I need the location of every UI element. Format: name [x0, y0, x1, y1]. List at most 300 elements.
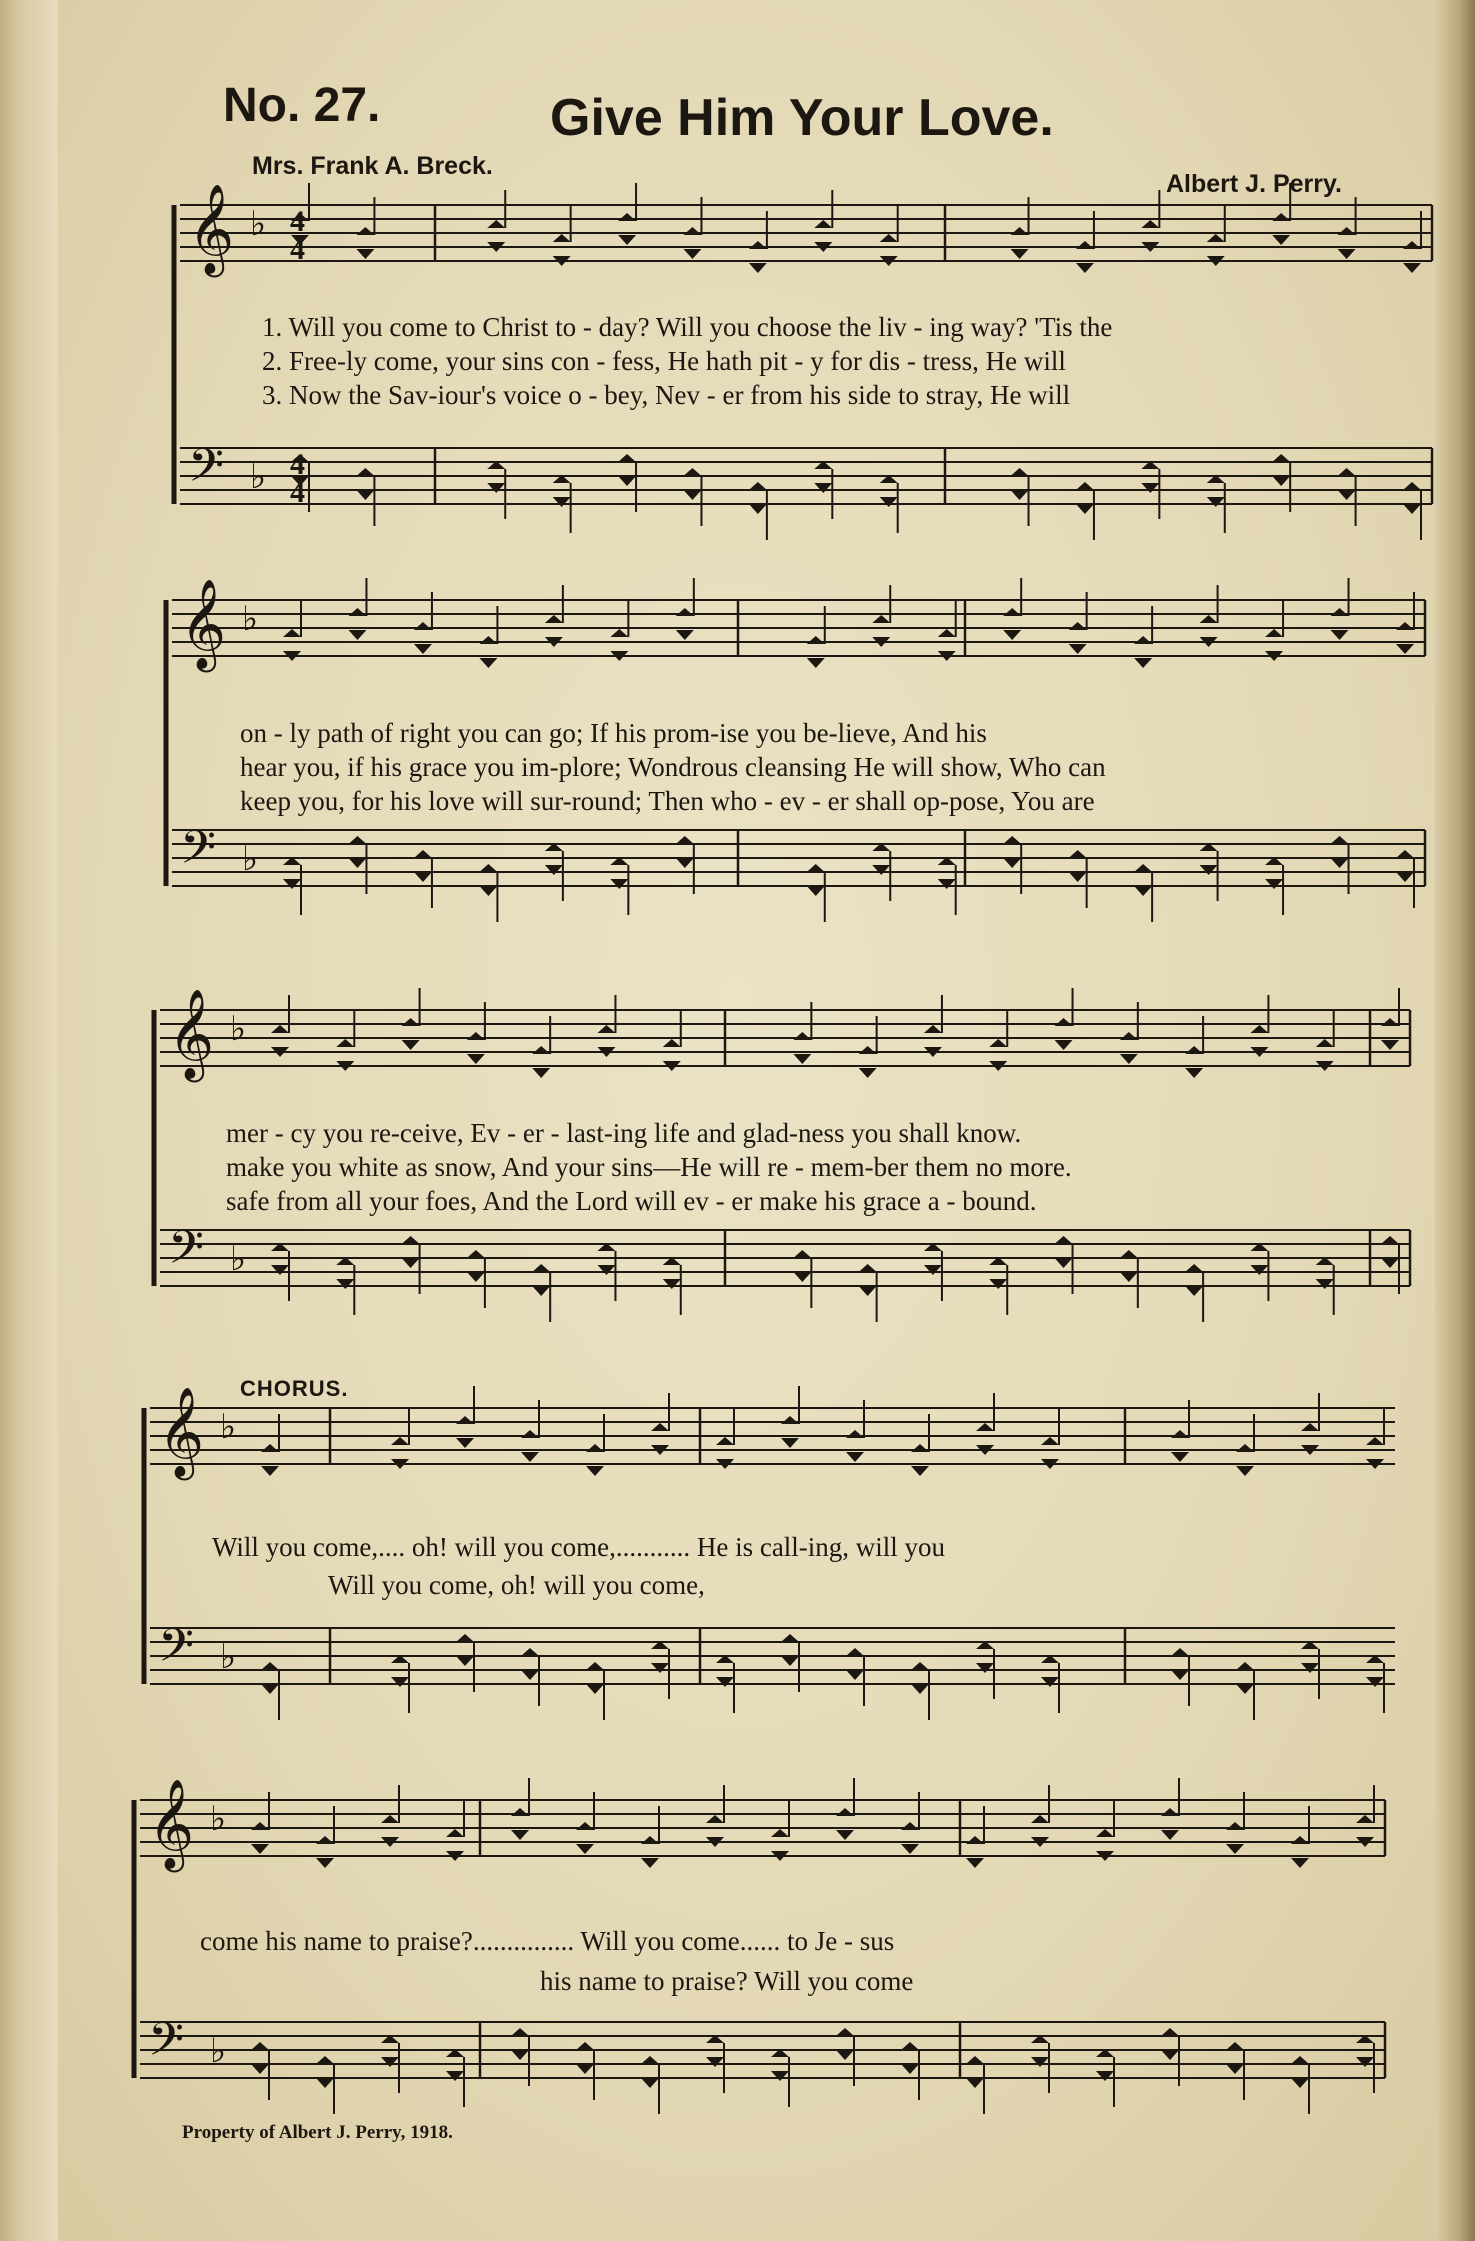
shape-note-head: [414, 872, 432, 882]
shape-note-head: [901, 2064, 919, 2074]
shape-note-head: [1069, 850, 1087, 858]
shape-note-head: [1396, 644, 1414, 654]
shape-note-head: [1356, 1815, 1374, 1823]
shape-note-head: [1403, 241, 1421, 249]
shape-note-head: [1011, 490, 1029, 500]
shape-note-head: [586, 1662, 604, 1670]
shape-note-head: [1171, 1670, 1189, 1680]
shape-note-head: [467, 1272, 485, 1282]
shape-note-head: [683, 490, 701, 500]
shape-note-head: [456, 1416, 474, 1424]
shape-note-head: [618, 454, 636, 462]
shape-note-head: [1185, 1068, 1203, 1078]
shape-note-head: [1076, 504, 1094, 514]
lyric-line-s3-v3: safe from all your foes, And the Lord will ev - er make his grace a - bound.: [226, 1186, 1037, 1216]
shape-note-head: [1381, 1040, 1399, 1050]
shape-note-head: [938, 879, 956, 889]
shape-note-head: [316, 1836, 334, 1844]
shape-note-head: [911, 1466, 929, 1476]
shape-note-head: [618, 213, 636, 221]
shape-note-head: [1134, 636, 1152, 644]
shape-note-head: [1331, 836, 1349, 844]
shape-note-head: [1003, 630, 1021, 640]
shape-note-head: [924, 1265, 942, 1275]
flat-key-signature-icon: ♭: [210, 2031, 227, 2071]
shape-note-head: [1003, 608, 1021, 616]
shape-note-head: [553, 497, 571, 507]
shape-note-head: [597, 1025, 615, 1033]
shape-note-head: [846, 1430, 864, 1438]
treble-clef-icon: 𝄞: [158, 1387, 205, 1477]
shape-note-head: [511, 2050, 529, 2060]
shape-note-head: [479, 636, 497, 644]
shape-note-head: [663, 1039, 681, 1047]
shape-note-head: [1291, 1858, 1309, 1868]
shape-note-head: [781, 1438, 799, 1448]
shape-note-head: [1265, 879, 1283, 889]
shape-note-head: [1331, 858, 1349, 868]
shape-note-head: [1055, 1040, 1073, 1050]
flat-key-signature-icon: ♭: [250, 457, 267, 497]
shape-note-head: [1396, 622, 1414, 630]
shape-note-head: [1076, 482, 1094, 490]
shape-note-head: [859, 1264, 877, 1272]
bass-clef-icon: 𝄢: [168, 1221, 205, 1286]
shape-note-head: [859, 1046, 877, 1054]
flat-key-signature-icon: ♭: [242, 599, 259, 639]
shape-note-head: [487, 220, 505, 228]
flat-key-signature-icon: ♭: [220, 1407, 237, 1447]
shape-note-head: [814, 483, 832, 493]
shape-note-head: [414, 622, 432, 630]
shape-note-head: [1366, 1677, 1384, 1687]
shape-note-head: [271, 1265, 289, 1275]
shape-note-head: [521, 1670, 539, 1680]
shape-note-head: [1161, 1830, 1179, 1840]
shape-note-head: [1396, 850, 1414, 858]
shape-note-head: [989, 1039, 1007, 1047]
shape-note-head: [676, 630, 694, 640]
shape-note-head: [1120, 1272, 1138, 1282]
treble-clef-icon: 𝄞: [168, 989, 215, 1079]
shape-note-head: [1171, 1648, 1189, 1656]
shape-note-head: [1120, 1032, 1138, 1040]
shape-note-head: [793, 1250, 811, 1258]
shape-note-head: [1069, 644, 1087, 654]
shape-note-head: [676, 836, 694, 844]
treble-clef-icon: 𝄞: [148, 1779, 195, 1869]
shape-note-head: [1338, 490, 1356, 500]
shape-note-head: [1381, 1258, 1399, 1268]
shape-note-head: [316, 1858, 334, 1868]
shape-note-head: [683, 468, 701, 476]
flat-key-signature-icon: ♭: [230, 1009, 247, 1049]
lyric-line-s1-v1: 1. Will you come to Christ to - day? Will you choose the liv - ing way? 'Tis the: [262, 312, 1113, 342]
shape-note-head: [676, 858, 694, 868]
shape-note-head: [381, 1815, 399, 1823]
shape-note-head: [1141, 483, 1159, 493]
shape-note-head: [1161, 2028, 1179, 2036]
shape-note-head: [749, 263, 767, 273]
shape-note-head: [336, 1279, 354, 1289]
shape-note-head: [749, 482, 767, 490]
shape-note-head: [1011, 227, 1029, 235]
shape-note-head: [1011, 468, 1029, 476]
shape-note-head: [966, 1858, 984, 1868]
shape-note-head: [610, 879, 628, 889]
shape-note-head: [1331, 630, 1349, 640]
shape-note-head: [610, 629, 628, 637]
shape-note-head: [716, 1437, 734, 1445]
shape-note-head: [1200, 865, 1218, 875]
shape-note-head: [1301, 1663, 1319, 1673]
shape-note-head: [597, 1265, 615, 1275]
shape-note-head: [251, 2064, 269, 2074]
shape-note-head: [576, 2064, 594, 2074]
shape-note-head: [641, 1836, 659, 1844]
shape-note-head: [901, 1844, 919, 1854]
shape-note-head: [576, 1822, 594, 1830]
shape-note-head: [1003, 836, 1021, 844]
shape-note-head: [1236, 1684, 1254, 1694]
bass-clef-icon: 𝄢: [148, 2013, 185, 2078]
shape-note-head: [1171, 1452, 1189, 1462]
shape-note-head: [336, 1039, 354, 1047]
shape-note-head: [1236, 1662, 1254, 1670]
shape-note-head: [586, 1466, 604, 1476]
shape-note-head: [793, 1032, 811, 1040]
shape-note-head: [414, 850, 432, 858]
shape-note-head: [1272, 454, 1290, 462]
shape-note-head: [1171, 1430, 1189, 1438]
shape-note-head: [456, 1634, 474, 1642]
shape-note-head: [479, 886, 497, 896]
shape-note-head: [356, 468, 374, 476]
shape-note-head: [663, 1279, 681, 1289]
lyricist-credit: Mrs. Frank A. Breck.: [252, 152, 493, 180]
shape-note-head: [641, 2056, 659, 2064]
shape-note-head: [1031, 2057, 1049, 2067]
shape-note-head: [1226, 1844, 1244, 1854]
shape-note-head: [487, 483, 505, 493]
shape-note-head: [511, 1830, 529, 1840]
shape-note-head: [846, 1670, 864, 1680]
lyric-line-s3-v2: make you white as snow, And your sins—He will re - mem-ber them no more.: [226, 1152, 1072, 1182]
shape-note-head: [1366, 1437, 1384, 1445]
shape-note-head: [1272, 235, 1290, 245]
flat-key-signature-icon: ♭: [250, 204, 267, 244]
shape-note-head: [859, 1286, 877, 1296]
shape-note-head: [1076, 241, 1094, 249]
lyric-line-s2-v3: keep you, for his love will sur-round; Then who - ev - er shall op-pose, You are: [240, 786, 1095, 816]
shape-note-head: [1381, 1018, 1399, 1026]
shape-note-head: [553, 234, 571, 242]
shape-note-head: [1096, 1829, 1114, 1837]
shape-note-head: [1316, 1039, 1334, 1047]
shape-note-head: [1316, 1279, 1334, 1289]
shape-note-head: [1226, 1822, 1244, 1830]
lyric-line-s1-v3: 3. Now the Sav-iour's voice o - bey, Nev - er from his side to stray, He will: [262, 380, 1071, 410]
shape-note-head: [1055, 1258, 1073, 1268]
shape-note-head: [781, 1634, 799, 1642]
shape-note-head: [1161, 1808, 1179, 1816]
shape-note-head: [807, 658, 825, 668]
shape-note-head: [1265, 629, 1283, 637]
shape-note-head: [521, 1430, 539, 1438]
shape-note-head: [456, 1438, 474, 1448]
shape-note-head: [1076, 263, 1094, 273]
shape-note-head: [793, 1054, 811, 1064]
shape-note-head: [781, 1416, 799, 1424]
shape-note-head: [1207, 497, 1225, 507]
bass-clef-icon: 𝄢: [180, 821, 217, 886]
shape-note-head: [402, 1040, 420, 1050]
shape-note-head: [1338, 227, 1356, 235]
shape-note-head: [1200, 615, 1218, 623]
lyric-line-s1-v2: 2. Free-ly come, your sins con - fess, He hath pit - y for dis - tress, He will: [262, 346, 1066, 376]
shape-note-head: [924, 1025, 942, 1033]
shape-note-head: [683, 249, 701, 259]
shape-note-head: [938, 629, 956, 637]
shape-note-head: [846, 1452, 864, 1462]
shape-note-head: [1338, 468, 1356, 476]
shape-note-head: [1120, 1250, 1138, 1258]
shape-note-head: [706, 1815, 724, 1823]
shape-note-head: [641, 1858, 659, 1868]
lyric-line-s5-lower: his name to praise? Will you come: [540, 1966, 914, 1996]
shape-note-head: [793, 1272, 811, 1282]
time-signature-denominator: 4: [290, 233, 305, 266]
shape-note-head: [1226, 2064, 1244, 2074]
shape-note-head: [880, 234, 898, 242]
shape-note-head: [1141, 220, 1159, 228]
shape-note-head: [771, 2071, 789, 2081]
bass-clef-icon: 𝄢: [158, 1619, 195, 1684]
shape-note-head: [976, 1423, 994, 1431]
flat-key-signature-icon: ♭: [242, 839, 259, 879]
shape-note-head: [1236, 1466, 1254, 1476]
shape-note-head: [872, 865, 890, 875]
shape-note-head: [1185, 1286, 1203, 1296]
lyric-line-s2-v1: on - ly path of right you can go; If his prom-ise you be-lieve, And his: [240, 718, 987, 748]
shape-note-head: [348, 836, 366, 844]
shape-note-head: [402, 1236, 420, 1244]
shape-note-head: [781, 1656, 799, 1666]
shape-note-head: [467, 1032, 485, 1040]
shape-note-head: [1226, 2042, 1244, 2050]
hymn-number: No. 27.: [223, 79, 381, 132]
shape-note-head: [261, 1662, 279, 1670]
shape-note-head: [911, 1444, 929, 1452]
shape-note-head: [1291, 2056, 1309, 2064]
shape-note-head: [532, 1068, 550, 1078]
shape-note-head: [348, 608, 366, 616]
shape-note-head: [356, 249, 374, 259]
shape-note-head: [706, 2057, 724, 2067]
shape-note-head: [479, 864, 497, 872]
lyric-line-s4-lower: Will you come, oh! will you come,: [328, 1570, 705, 1600]
shape-note-head: [836, 2050, 854, 2060]
lyric-line-s2-v2: hear you, if his grace you im-plore; Wondrous cleansing He will show, Who can: [240, 752, 1106, 782]
time-signature-denominator: 4: [290, 476, 305, 509]
shape-note-head: [348, 858, 366, 868]
shape-note-head: [771, 1829, 789, 1837]
shape-note-head: [716, 1677, 734, 1687]
shape-note-head: [446, 2071, 464, 2081]
shape-note-head: [989, 1279, 1007, 1289]
shape-note-head: [651, 1423, 669, 1431]
shape-note-head: [511, 2028, 529, 2036]
shape-note-head: [1011, 249, 1029, 259]
shape-note-head: [316, 2078, 334, 2088]
shape-note-head: [511, 1808, 529, 1816]
shape-note-head: [456, 1656, 474, 1666]
shape-note-head: [1338, 249, 1356, 259]
shape-note-head: [1134, 658, 1152, 668]
shape-note-head: [545, 615, 563, 623]
shape-note-head: [966, 2078, 984, 2088]
shape-note-head: [651, 1663, 669, 1673]
shape-note-head: [1096, 2071, 1114, 2081]
shape-note-head: [836, 2028, 854, 2036]
shape-note-head: [251, 1822, 269, 1830]
shape-note-head: [1291, 1836, 1309, 1844]
time-signature-numerator: 4: [290, 205, 305, 238]
shape-note-head: [1041, 1437, 1059, 1445]
shape-note-head: [356, 227, 374, 235]
shape-note-head: [283, 879, 301, 889]
shape-note-head: [402, 1018, 420, 1026]
shape-note-head: [1356, 2057, 1374, 2067]
shape-note-head: [749, 241, 767, 249]
shape-note-head: [391, 1437, 409, 1445]
shape-note-head: [251, 2042, 269, 2050]
shape-note-head: [586, 1444, 604, 1452]
flat-key-signature-icon: ♭: [220, 1637, 237, 1677]
shape-note-head: [1272, 213, 1290, 221]
shape-note-head: [859, 1068, 877, 1078]
shape-note-head: [1055, 1236, 1073, 1244]
shape-note-head: [1301, 1423, 1319, 1431]
lyric-line-s5-upper: come his name to praise?............... Will you come...... to Je - sus: [200, 1926, 895, 1956]
chorus-label: CHORUS.: [240, 1376, 349, 1401]
shape-note-head: [1120, 1054, 1138, 1064]
flat-key-signature-icon: ♭: [230, 1239, 247, 1279]
shape-note-head: [1331, 608, 1349, 616]
shape-note-head: [586, 1684, 604, 1694]
shape-note-head: [1041, 1677, 1059, 1687]
shape-note-head: [1185, 1264, 1203, 1272]
shape-note-head: [532, 1046, 550, 1054]
shape-note-head: [749, 504, 767, 514]
shape-note-head: [532, 1264, 550, 1272]
shape-note-head: [1403, 482, 1421, 490]
lyric-line-s3-v1: mer - cy you re-ceive, Ev - er - last-ing life and glad-ness you shall know.: [226, 1118, 1022, 1148]
shape-note-head: [901, 1822, 919, 1830]
shape-note-head: [901, 2042, 919, 2050]
shape-note-head: [316, 2056, 334, 2064]
shape-note-head: [1134, 864, 1152, 872]
composer-credit: Albert J. Perry.: [1166, 170, 1343, 198]
shape-note-head: [467, 1054, 485, 1064]
shape-note-head: [348, 630, 366, 640]
shape-note-head: [807, 886, 825, 896]
shape-note-head: [271, 1025, 289, 1033]
shape-note-head: [1236, 1444, 1254, 1452]
bass-clef-icon: 𝄢: [188, 439, 225, 504]
shape-note-head: [1161, 2050, 1179, 2060]
shape-note-head: [261, 1684, 279, 1694]
shape-note-head: [814, 220, 832, 228]
shape-note-head: [1403, 504, 1421, 514]
shape-note-head: [1003, 858, 1021, 868]
shape-note-head: [1272, 476, 1290, 486]
shape-note-head: [807, 636, 825, 644]
shape-note-head: [836, 1808, 854, 1816]
shape-note-head: [911, 1684, 929, 1694]
shape-note-head: [1291, 2078, 1309, 2088]
shape-note-head: [1069, 622, 1087, 630]
time-signature-numerator: 4: [290, 448, 305, 481]
shape-note-head: [911, 1662, 929, 1670]
shape-note-head: [479, 658, 497, 668]
shape-note-head: [618, 235, 636, 245]
shape-note-head: [532, 1286, 550, 1296]
shape-note-head: [576, 2042, 594, 2050]
shape-note-head: [467, 1250, 485, 1258]
flat-key-signature-icon: ♭: [210, 1799, 227, 1839]
shape-note-head: [391, 1677, 409, 1687]
shape-note-head: [283, 629, 301, 637]
shape-note-head: [1134, 886, 1152, 896]
shape-note-head: [1250, 1265, 1268, 1275]
shape-note-head: [1381, 1236, 1399, 1244]
shape-note-head: [521, 1648, 539, 1656]
shape-note-head: [1403, 263, 1421, 273]
hymn-title: Give Him Your Love.: [550, 89, 1054, 147]
shape-note-head: [381, 2057, 399, 2067]
shape-note-head: [1055, 1018, 1073, 1026]
lyric-line-s4-upper: Will you come,.... oh! will you come,........... He is call-ing, will you: [212, 1532, 946, 1562]
shape-note-head: [576, 1844, 594, 1854]
shape-note-head: [872, 615, 890, 623]
shape-note-head: [836, 1830, 854, 1840]
shape-note-head: [446, 1829, 464, 1837]
treble-clef-icon: 𝄞: [188, 184, 235, 274]
shape-note-head: [402, 1258, 420, 1268]
shape-note-head: [683, 227, 701, 235]
shape-note-head: [251, 1844, 269, 1854]
shape-note-head: [807, 864, 825, 872]
shape-note-head: [356, 490, 374, 500]
shape-note-head: [261, 1466, 279, 1476]
shape-note-head: [1069, 872, 1087, 882]
copyright-notice: Property of Albert J. Perry, 1918.: [182, 2122, 453, 2143]
shape-note-head: [976, 1663, 994, 1673]
shape-note-head: [1031, 1815, 1049, 1823]
shape-note-head: [641, 2078, 659, 2088]
shape-note-head: [1396, 872, 1414, 882]
shape-note-head: [261, 1444, 279, 1452]
shape-note-head: [966, 1836, 984, 1844]
shape-note-head: [1250, 1025, 1268, 1033]
shape-note-head: [880, 497, 898, 507]
shape-note-head: [846, 1648, 864, 1656]
shape-note-head: [966, 2056, 984, 2064]
shape-note-head: [676, 608, 694, 616]
shape-note-head: [1207, 234, 1225, 242]
shape-note-head: [414, 644, 432, 654]
